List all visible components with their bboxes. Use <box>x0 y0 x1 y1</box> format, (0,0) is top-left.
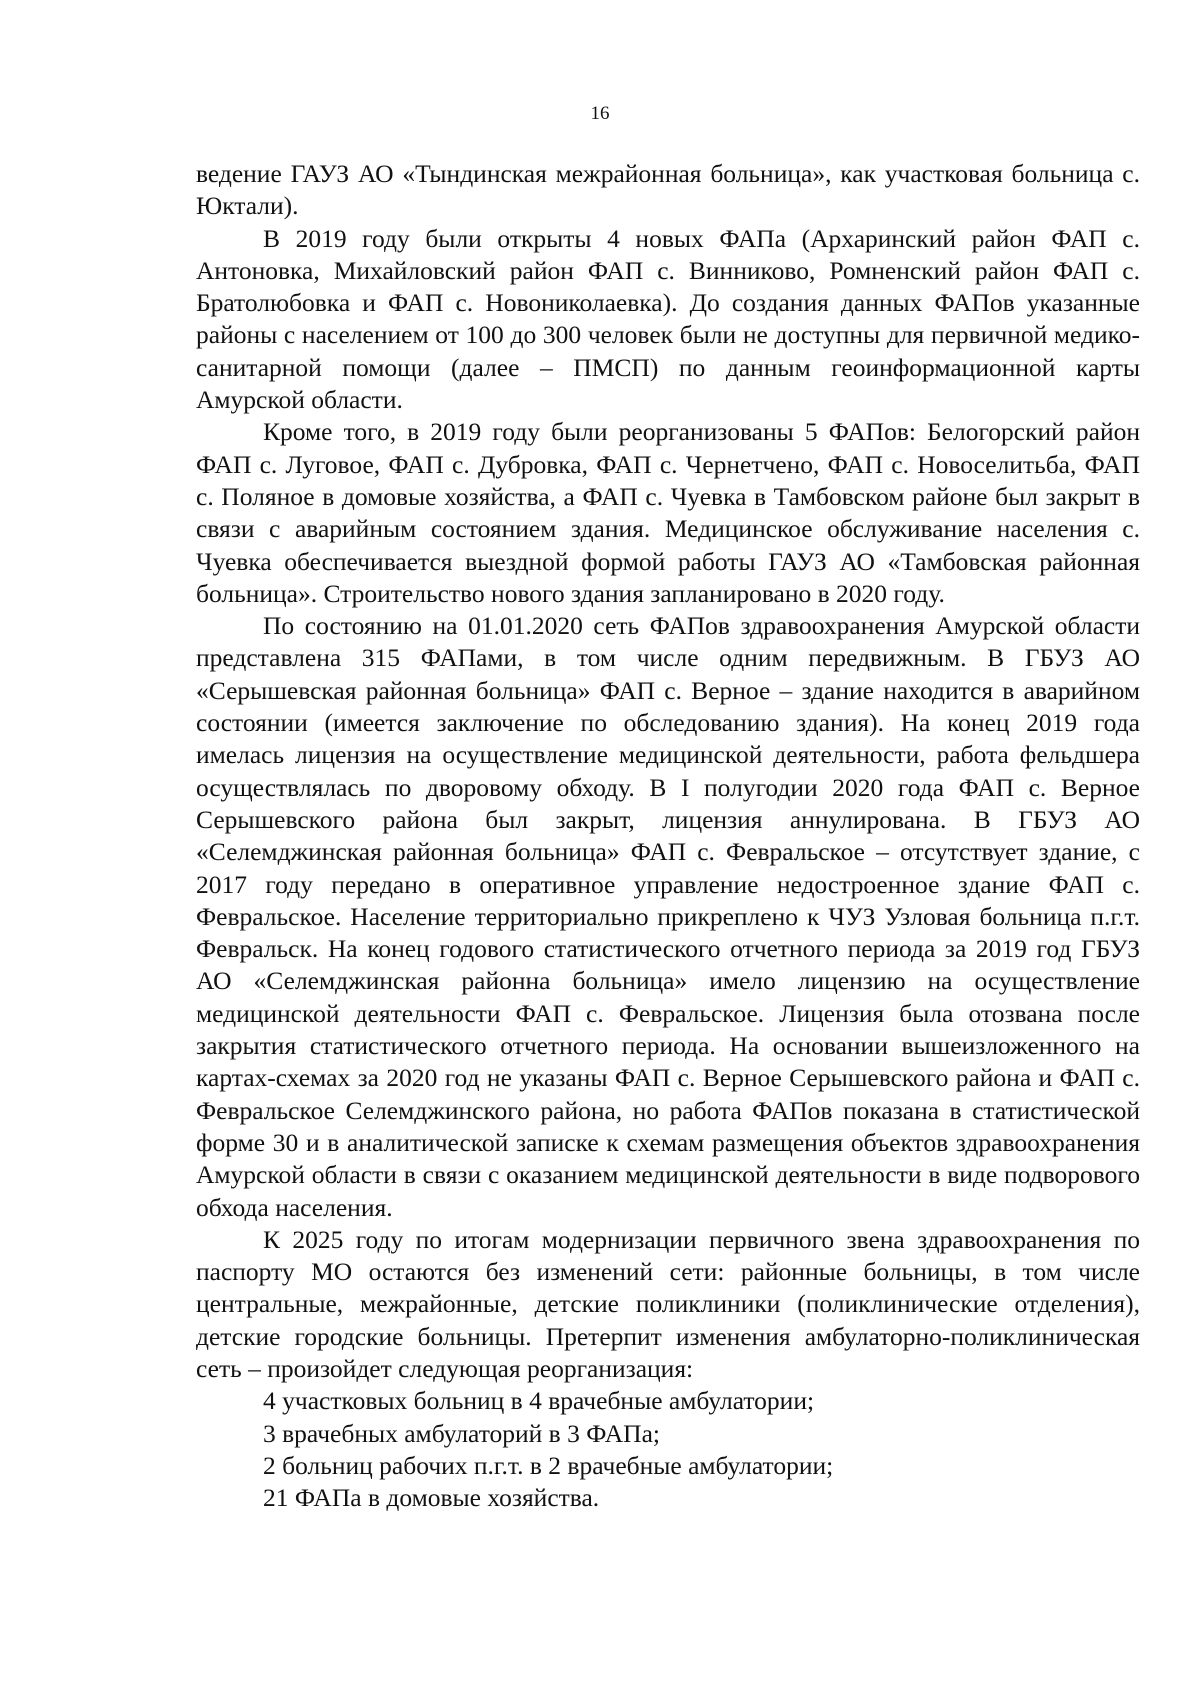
page-number: 16 <box>590 103 610 124</box>
paragraph-fap-network-status: По состоянию на 01.01.2020 сеть ФАПов здравоохранения Амурской области представлена 315 ФАПами, в том числе одним передвижным. В ГБУЗ АО «Серышевская районная больница» ФАП с. Верное – здание находится в аварийном состоянии (имеется заключение по обследованию здания). На конец 2019 года имелась лицензия на осуществление медицинской деятельности, работа фельдшера осуществлялась по дворовому обходу. В I полугодии 2020 года ФАП с. Верное Серышевского района был закрыт, лицензия аннулирована. В ГБУЗ АО «Селемджинская районная больница» ФАП с. Февральское – отсутствует здание, с 2017 году передано в оперативное управление недостроенное здание ФАП с. Февральское. Население территориально прикреплено к ЧУЗ Узловая больница п.г.т. Февральск. На конец годового статистического отчетного периода за 2019 год ГБУЗ АО «Селемджинская районна больница» имело лицензию на осуществление медицинской деятельности ФАП с. Февральское. Лицензия была отозвана после закрытия статистического отчетного периода. На основании вышеизложенного на картах-схемах за 2020 год не указаны ФАП с. Верное Серышевского района и ФАП с. Февральское Селемджинского района, но работа ФАПов показана в статистической форме 30 и в аналитической записке к схемам размещения объектов здравоохранения Амурской области в связи с оказанием медицинской деятельности в виде подворового обхода населения. <box>196 611 1140 1222</box>
document-body <box>196 158 1140 1514</box>
paragraph-reorganized-fap: Кроме того, в 2019 году были реорганизованы 5 ФАПов: Белогорский район ФАП с. Луговое, ФАП с. Дубровка, ФАП с. Чернетчено, ФАП с. Новоселитьба, ФАП с. Поляное в домовые хозяйства, а ФАП с. Чуевка в Тамбовском районе был закрыт в связи с аварийным состоянием здания. Медицинское обслуживание населения с. Чуевка обеспечивается выездной формой работы ГАУЗ АО «Тамбовская районная больница». Строительство нового здания запланировано в 2020 году. <box>196 417 1140 608</box>
paragraph-new-fap-2019: В 2019 году были открыты 4 новых ФАПа (Архаринский район ФАП с. Антоновка, Михайловский район ФАП с. Винниково, Ромненский район ФАП с. Братолюбовка и ФАП с. Новониколаевка). До создания данных ФАПов указанные районы с населением от 100 до 300 человек были не доступны для первичной медико-санитарной помощи (далее – ПМСП) по данным геоинформационной карты Амурской области. <box>196 223 1140 415</box>
paragraph-continuation: ведение ГАУЗ АО «Тындинская межрайонная больница», как участковая больница с. Юктали). <box>196 159 1140 221</box>
list-item: 3 врачебных амбулаторий в 3 ФАПа; <box>263 1418 660 1448</box>
list-item: 2 больниц рабочих п.г.т. в 2 врачебные амбулатории; <box>263 1450 834 1480</box>
list-item: 4 участковых больниц в 4 врачебные амбулатории; <box>263 1386 815 1416</box>
list-item: 21 ФАПа в домовые хозяйства. <box>263 1483 600 1513</box>
paragraph-modernization-2025: К 2025 году по итогам модернизации первичного звена здравоохранения по паспорту МО остаются без изменений сети: районные больницы, в том числе центральные, межрайонные, детские поликлиники (поликлинические отделения), детские городские больницы. Претерпит изменения амбулаторно-поликлиническая сеть – произойдет следующая реорганизация: <box>196 1224 1140 1383</box>
